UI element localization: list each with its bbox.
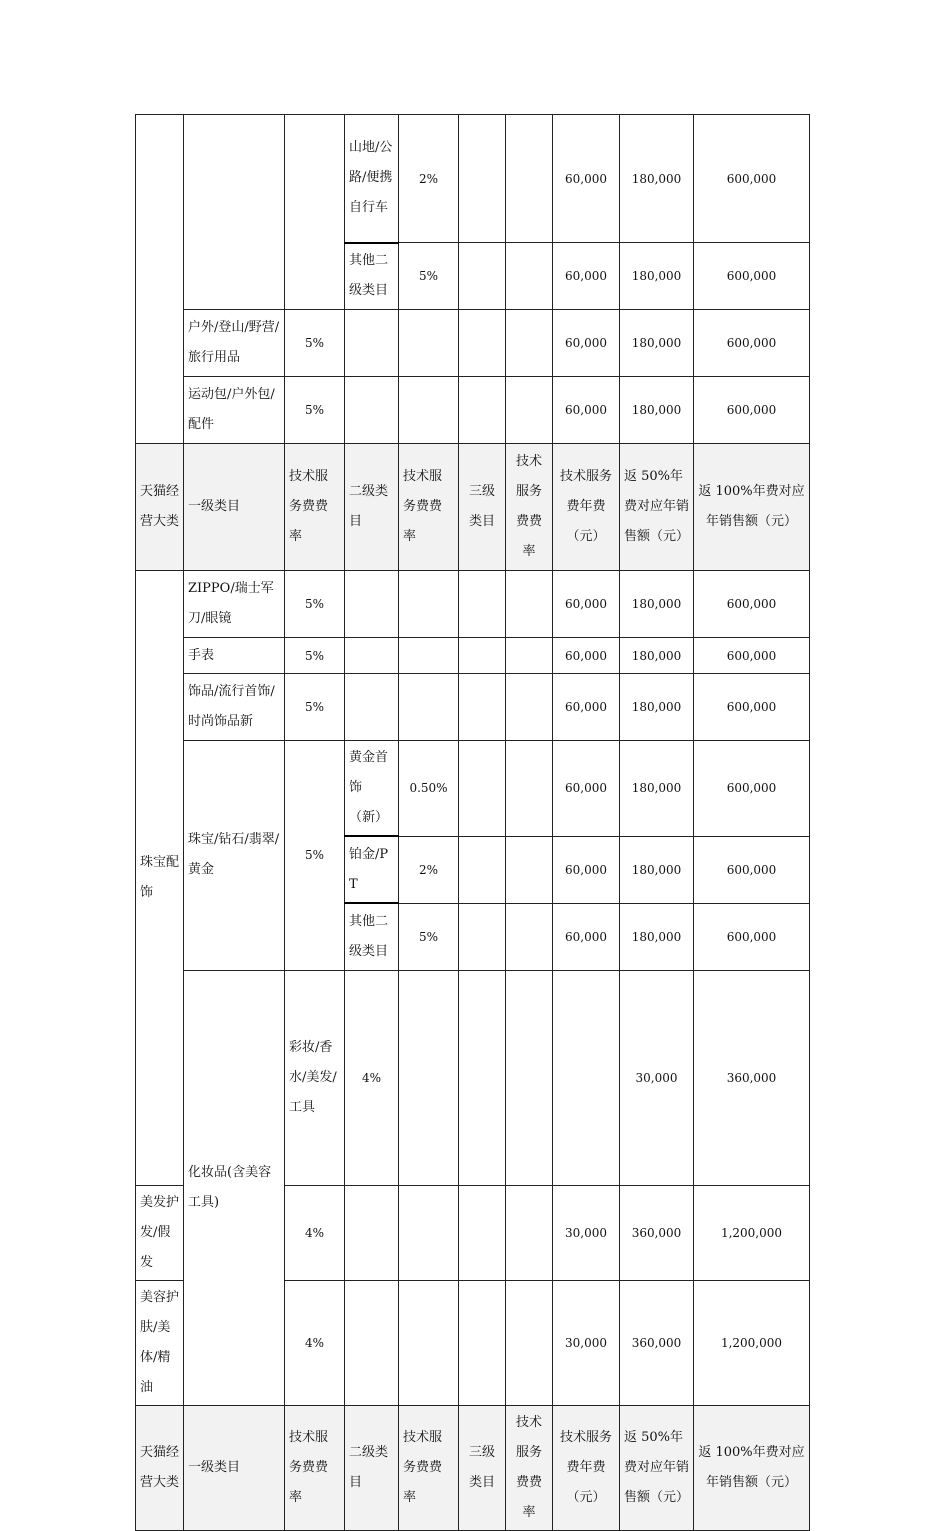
annual-fee: 60,000 [553,836,620,903]
level1-name: 珠宝/钻石/翡翠/黄金 [184,741,285,971]
level1-rate: 5% [285,741,345,971]
empty-cell [506,1185,553,1280]
header-level2-rate: 技术服务费费率 [399,1405,459,1530]
empty-cell [459,377,506,444]
empty-cell [399,970,459,1185]
header-level1: 一级类目 [184,444,285,571]
empty-cell [345,310,399,377]
empty-cell [345,377,399,444]
empty-cell [459,571,506,638]
rebate-100-sales: 600,000 [694,741,810,837]
empty-cell [459,970,506,1185]
header-level1-rate: 技术服务费费率 [285,444,345,571]
level1-name: 美发护发/假发 [136,1185,184,1280]
level2-rate: 2% [399,115,459,243]
header-category: 天猫经营大类 [136,444,184,571]
table-row [136,970,810,1185]
empty-cell [553,970,620,1185]
level1-rate: 5% [285,310,345,377]
level1-rate: 5% [285,377,345,444]
annual-fee: 30,000 [553,1280,620,1405]
empty-cell [506,377,553,444]
header-row [136,1405,810,1530]
annual-fee: 60,000 [553,903,620,970]
level2-name: 铂金/PT [345,836,399,903]
level1-name: 美容护肤/美体/精油 [136,1280,184,1405]
table-row [136,377,810,444]
header-annual-fee: 技术服务费年费（元） [553,1405,620,1530]
empty-cell [506,741,553,837]
level1-name: 运动包/户外包/配件 [184,377,285,444]
rate-cell [285,115,345,310]
empty-cell [459,741,506,837]
rebate-100-sales: 600,000 [694,243,810,310]
level3-rate [506,115,553,243]
annual-fee: 60,000 [553,674,620,741]
header-annual-fee: 技术服务费年费（元） [553,444,620,571]
annual-fee: 60,000 [553,115,620,243]
empty-cell [345,1280,399,1405]
annual-fee: 60,000 [553,741,620,837]
header-level3: 三级类目 [459,1405,506,1530]
header-level2: 二级类目 [345,444,399,571]
rebate-100-sales: 600,000 [694,377,810,444]
empty-cell [459,674,506,741]
level2-rate: 5% [399,243,459,310]
empty-cell [506,674,553,741]
category-cell [136,115,184,444]
level1-rate: 4% [285,1185,345,1280]
annual-fee: 60,000 [553,571,620,638]
annual-fee: 60,000 [553,310,620,377]
empty-cell [459,638,506,674]
level1-name: 饰品/流行首饰/时尚饰品新 [184,674,285,741]
empty-cell [459,1185,506,1280]
rebate-50-sales: 180,000 [620,741,694,837]
category-cell: 珠宝配饰 [136,571,184,1186]
category-cell: 化妆品(含美容工具) [184,970,285,1405]
empty-cell [459,1280,506,1405]
header-level1: 一级类目 [184,1405,285,1530]
empty-cell [399,310,459,377]
empty-cell [399,377,459,444]
header-rebate-50: 返 50%年费对应年销售额（元） [620,1405,694,1530]
level1-rate: 5% [285,638,345,674]
rebate-50-sales: 360,000 [620,1185,694,1280]
empty-cell [459,836,506,903]
rebate-100-sales: 600,000 [694,638,810,674]
empty-cell [506,310,553,377]
rebate-100-sales: 600,000 [694,115,810,243]
rebate-50-sales: 180,000 [620,377,694,444]
level1-cell [184,115,285,310]
header-category: 天猫经营大类 [136,1405,184,1530]
level1-name: 户外/登山/野营/旅行用品 [184,310,285,377]
rebate-100-sales: 1,200,000 [694,1185,810,1280]
empty-cell [506,243,553,310]
header-level3-rate: 技术服务费费率 [506,1405,553,1530]
rebate-100-sales: 600,000 [694,674,810,741]
empty-cell [459,903,506,970]
rebate-50-sales: 180,000 [620,903,694,970]
rebate-50-sales: 180,000 [620,243,694,310]
table-row [136,115,810,243]
header-level1-rate: 技术服务费费率 [285,1405,345,1530]
rebate-50-sales: 180,000 [620,571,694,638]
header-level2-rate: 技术服务费费率 [399,444,459,571]
empty-cell [506,638,553,674]
empty-cell [345,674,399,741]
level2-rate: 0.50% [399,741,459,837]
rebate-50-sales: 180,000 [620,115,694,243]
commission-table [135,114,810,1531]
level2-rate: 5% [399,903,459,970]
empty-cell [399,674,459,741]
table-row [136,310,810,377]
level2-name: 黄金首饰（新） [345,741,399,837]
annual-fee: 60,000 [553,243,620,310]
level2-name: 山地/公路/便携自行车 [345,115,399,243]
annual-fee: 60,000 [553,638,620,674]
level1-rate: 4% [285,1280,345,1405]
rebate-100-sales: 600,000 [694,310,810,377]
table-row [136,674,810,741]
header-level2: 二级类目 [345,1405,399,1530]
empty-cell [459,310,506,377]
empty-cell [345,571,399,638]
empty-cell [345,1185,399,1280]
rebate-100-sales: 600,000 [694,571,810,638]
empty-cell [399,1280,459,1405]
empty-cell [506,1280,553,1405]
empty-cell [345,638,399,674]
table-row [136,741,810,837]
level1-rate: 4% [345,970,399,1185]
level1-rate: 5% [285,674,345,741]
rebate-50-sales: 180,000 [620,674,694,741]
level1-rate: 5% [285,571,345,638]
rebate-100-sales: 1,200,000 [694,1280,810,1405]
level2-rate: 2% [399,836,459,903]
level2-name: 其他二级类目 [345,903,399,970]
rebate-100-sales: 600,000 [694,836,810,903]
empty-cell [399,638,459,674]
header-level3-rate: 技术服务费费率 [506,444,553,571]
rebate-50-sales: 180,000 [620,310,694,377]
annual-fee: 60,000 [553,377,620,444]
header-rebate-50: 返 50%年费对应年销售额（元） [620,444,694,571]
rebate-50-sales: 180,000 [620,836,694,903]
rebate-50-sales: 360,000 [620,1280,694,1405]
header-level3: 三级类目 [459,444,506,571]
annual-fee: 30,000 [553,1185,620,1280]
rebate-50-sales: 180,000 [620,638,694,674]
rebate-100-sales: 600,000 [694,903,810,970]
empty-cell [506,903,553,970]
level1-name: ZIPPO/瑞士军刀/眼镜 [184,571,285,638]
header-rebate-100: 返 100%年费对应年销售额（元） [694,1405,810,1530]
annual-fee: 30,000 [620,970,694,1185]
level2-name: 其他二级类目 [345,243,399,310]
empty-cell [399,1185,459,1280]
header-row [136,444,810,571]
empty-cell [459,243,506,310]
empty-cell [506,836,553,903]
empty-cell [399,571,459,638]
level3-name [459,115,506,243]
table-row [136,571,810,638]
table-row [136,638,810,674]
empty-cell [506,970,553,1185]
header-rebate-100: 返 100%年费对应年销售额（元） [694,444,810,571]
level1-name: 手表 [184,638,285,674]
empty-cell [506,571,553,638]
level1-name: 彩妆/香水/美发/工具 [285,970,345,1185]
rebate-50-sales: 360,000 [694,970,810,1185]
